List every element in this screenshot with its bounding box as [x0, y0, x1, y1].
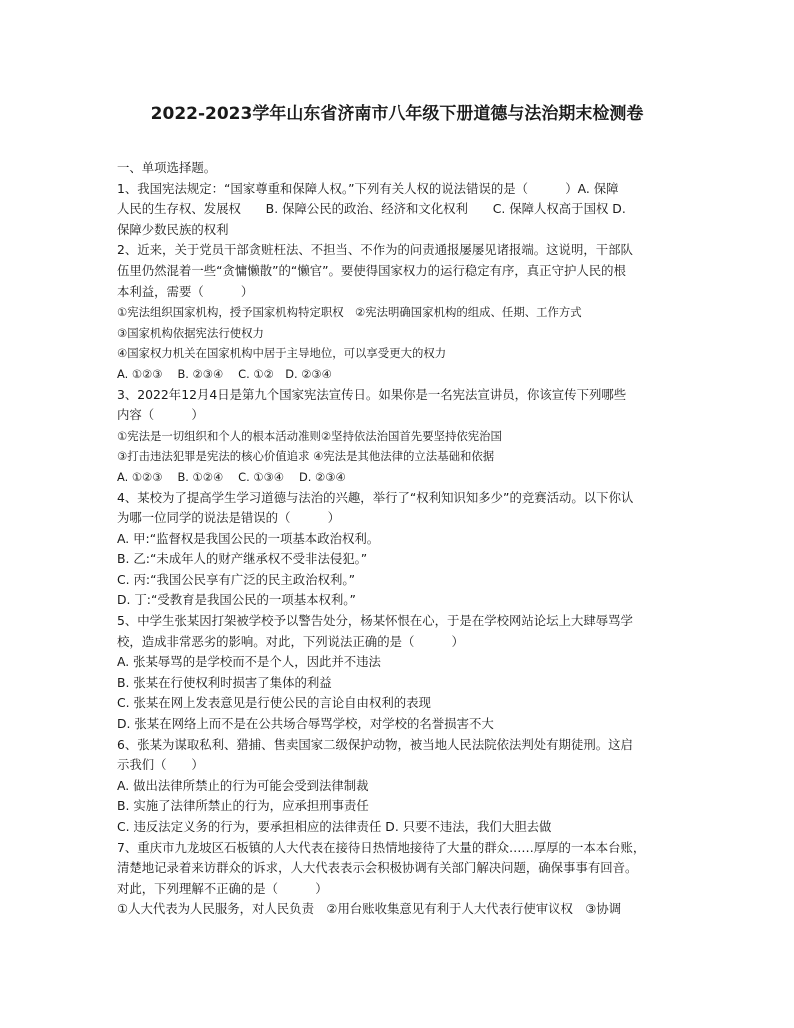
text-line: 本利益，需要（ ） [117, 283, 254, 299]
text-line: 为哪一位同学的说法是错误的（ ） [117, 510, 341, 526]
text-line: 示我们（ ） [117, 757, 204, 773]
text-line: 保障少数民族的权利 [117, 221, 229, 237]
text-line: 1、我国宪法规定：“国家尊重和保障人权。”下列有关人权的说法错误的是（ ）A. 保障 [117, 180, 619, 196]
answer-option: B. 张某在行使权利时损害了集体的利益 [117, 674, 332, 690]
text-line: 5、中学生张某因打架被学校予以警告处分，杨某怀恨在心，于是在学校网站论坛上大肆辱骂学 [117, 613, 633, 629]
answer-option: D. 张某在网络上而不是在公共场合辱骂学校，对学校的名誉损害不大 [117, 716, 494, 732]
section-heading: 一、单项选择题。 [117, 160, 217, 175]
text-line: ③国家机构依据宪法行使权力 [117, 325, 264, 340]
answer-options: A. ①②③ B. ①②④ C. ①③④ D. ②③④ [117, 469, 346, 484]
text-line: 对此，下列理解不正确的是（ ） [117, 880, 328, 896]
text-line: 4、某校为了提高学生学习道德与法治的兴趣，举行了“权利知识知多少”的竞赛活动。以下你认 [117, 489, 634, 505]
text-line: 6、张某为谋取私利、猎捕、售卖国家二级保护动物，被当地人民法院依法判处有期徒刑。这启 [117, 736, 633, 752]
text-line: 3、2022年12月4日是第九个国家宪法宣传日。如果你是一名宪法宣讲员，你该宣传下列哪些 [117, 386, 627, 402]
text-line: ③打击违法犯罪是宪法的核心价值追求 ④宪法是其他法律的立法基础和依据 [117, 449, 495, 464]
answer-option: B. 乙:“未成年人的财产继承权不受非法侵犯。” [117, 551, 368, 567]
page-title: 2022-2023学年山东省济南市八年级下册道德与法治期末检测卷 [150, 104, 644, 124]
text-line: ④国家权力机关在国家机构中居于主导地位，可以享受更大的权力 [117, 346, 447, 361]
text-line: ①宪法是一切组织和个人的根本活动准则②坚持依法治国首先要坚持依宪治国 [117, 428, 502, 443]
document-body [117, 158, 687, 920]
answer-option: A. 做出法律所禁止的行为可能会受到法律制裁 [117, 777, 369, 793]
answer-option: C. 张某在网上发表意见是行使公民的言论自由权利的表现 [117, 695, 431, 711]
answer-option: C. 丙:“我国公民享有广泛的民主政治权利。” [117, 571, 355, 587]
text-line: 伍里仍然混着一些“贪慵懒散”的“懒官”。要使得国家权力的运行稳定有序，真正守护人民的根 [117, 262, 626, 278]
answer-option: C. 违反法定义务的行为，要承担相应的法律责任 D. 只要不违法，我们大胆去做 [117, 819, 552, 834]
text-line: ①宪法组织国家机构，授予国家机构特定职权 ②宪法明确国家机构的组成、任期、工作方式 [117, 305, 582, 320]
answer-option: A. 甲:“监督权是我国公民的一项基本政治权利。 [117, 530, 380, 546]
text-line: 内容（ ） [117, 407, 204, 423]
text-line: ①人大代表为人民服务，对人民负责 ②用台账收集意见有利于人大代表行使审议权 ③协调 [117, 901, 622, 917]
answer-options: A. ①②③ B. ②③④ C. ①② D. ②③④ [117, 366, 332, 381]
text-line: 2、近来，关于党员干部贪赃枉法、不担当、不作为的问责通报屡屡见诸报端。这说明，干部队 [117, 242, 633, 258]
text-line: 人民的生存权、发展权 B. 保障公民的政治、经济和文化权利 C. 保障人权高于国权 D. [117, 201, 626, 217]
answer-option: A. 张某辱骂的是学校而不是个人，因此并不违法 [117, 654, 381, 670]
text-line: 7、重庆市九龙坡区石板镇的人大代表在接待日热情地接待了大量的群众……厚厚的一本本台账， [117, 839, 646, 855]
text-line: 清楚地记录着来访群众的诉求，人大代表表示会积极协调有关部门解决问题，确保事事有回音。 [117, 860, 638, 876]
text-line: 校，造成非常恶劣的影响。对此，下列说法正确的是（ ） [117, 633, 464, 649]
answer-option: D. 丁:“受教育是我国公民的一项基本权利。” [117, 592, 356, 608]
answer-option: B. 实施了法律所禁止的行为，应承担刑事责任 [117, 798, 369, 814]
